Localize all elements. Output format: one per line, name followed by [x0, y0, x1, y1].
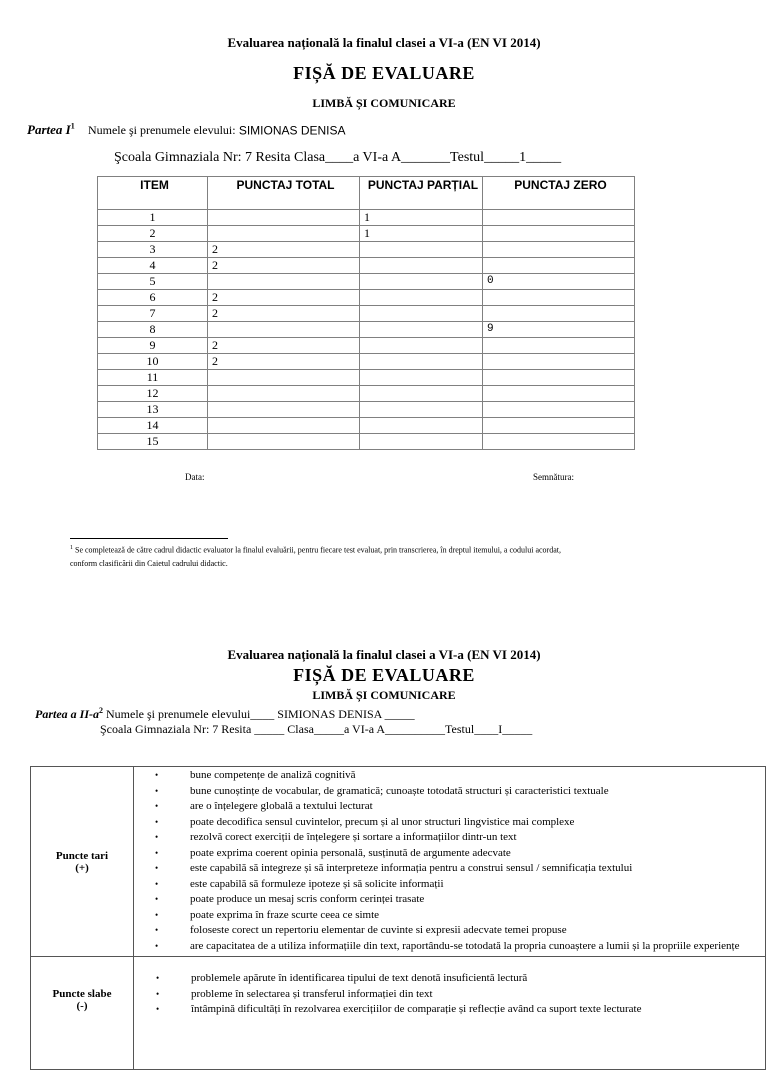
weaknesses-cell — [134, 957, 766, 1070]
cell-zero — [483, 306, 635, 322]
cell-zero — [483, 418, 635, 434]
table-row — [98, 354, 635, 370]
list-item-text: poate produce un mesaj scris conform cerinței trasate — [190, 893, 425, 905]
cell-partial — [360, 274, 483, 290]
cell-total: 2 — [208, 306, 360, 322]
cell-zero — [483, 210, 635, 226]
cell-total: 2 — [208, 354, 360, 370]
list-item — [134, 908, 765, 924]
cell-partial — [360, 418, 483, 434]
footnote-line1: Se completează de către cadrul didactic evaluator la finalul evaluării, pentru fiecare test evaluat, prin transcrierea, în dreptul itemului, a codului acordat, — [75, 545, 561, 555]
page1-title: FIȘĂ DE EVALUARE — [293, 63, 475, 83]
cell-zero — [483, 370, 635, 386]
cell-item: 11 — [98, 370, 208, 386]
list-item-text: poate exprima coerent opinia personală, susținută de argumente adecvate — [190, 846, 511, 859]
cell-total — [208, 226, 360, 242]
cell-partial: 1 — [360, 210, 483, 226]
list-item — [134, 830, 765, 846]
cell-total: 2 — [208, 242, 360, 258]
date-label: Data: — [185, 472, 205, 482]
table-row — [98, 306, 635, 322]
cell-zero — [483, 434, 635, 450]
bullet-icon: • — [156, 1004, 160, 1014]
page1-school-line: Şcoala Gimnaziala Nr: 7 Resita Clasa____a VI-a A_______Testul_____1_____ — [114, 150, 562, 165]
page1-subtitle: LIMBĂ ȘI COMUNICARE — [312, 96, 456, 110]
list-item-text: poate exprima în fraze scurte ceea ce simte — [190, 908, 380, 921]
cell-total — [208, 322, 360, 338]
list-item-text: bune competențe de analiză cognitivă — [190, 769, 356, 781]
cell-item: 6 — [98, 290, 208, 306]
cell-partial — [360, 434, 483, 450]
cell-partial — [360, 306, 483, 322]
bullet-icon: • — [155, 816, 159, 827]
list-item — [135, 987, 764, 1003]
list-item — [134, 815, 765, 831]
page1-part-label: Partea I — [27, 122, 71, 138]
list-item-text: foloseste corect un repertoriu elementar de cuvinte si expresii adecvate temei propuse — [190, 924, 567, 936]
page2-student-line: Numele şi prenumele elevului____ SIMIONAS DENISA _____ — [106, 707, 415, 721]
cell-total — [208, 418, 360, 434]
cell-partial — [360, 290, 483, 306]
list-item — [134, 784, 765, 800]
evaluation-table — [30, 766, 766, 1070]
header-partial: PUNCTAJ PARȚIAL — [360, 177, 483, 210]
list-item — [134, 923, 765, 939]
bullet-icon: • — [155, 801, 159, 811]
table-row — [98, 402, 635, 418]
cell-item: 13 — [98, 402, 208, 418]
strengths-label: Puncte tari — [55, 849, 109, 862]
cell-item: 8 — [98, 322, 208, 338]
list-item — [134, 846, 765, 862]
page2-subtitle: LIMBĂ ȘI COMUNICARE — [312, 688, 456, 702]
bullet-icon: • — [155, 909, 159, 920]
signature-label: Semnătura: — [533, 472, 574, 482]
cell-total: 2 — [208, 338, 360, 354]
cell-partial — [360, 322, 483, 338]
list-item — [134, 799, 765, 815]
list-item-text: este capabilă să formuleze ipoteze și să solicite informații — [190, 877, 444, 890]
bullet-icon: • — [155, 770, 159, 780]
cell-partial — [360, 402, 483, 418]
bullet-icon: • — [155, 940, 159, 951]
list-item — [134, 877, 765, 893]
list-item-text: bune cunoștințe de vocabular, de gramatică; cunoaște totodată structuri și caracteristici textuale — [190, 784, 609, 797]
table-row — [98, 258, 635, 274]
table-row — [98, 274, 635, 290]
cell-zero — [483, 226, 635, 242]
cell-partial — [360, 354, 483, 370]
footnote — [70, 542, 760, 570]
bullet-icon: • — [155, 785, 159, 796]
cell-partial — [360, 386, 483, 402]
list-item-text: este capabilă să integreze și să interpreteze informația pentru a construi sensul / semnificația textului — [190, 862, 633, 874]
page2-school-line: Şcoala Gimnaziala Nr: 7 Resita _____ Clasa_____a VI-a A__________Testul____I_____ — [100, 722, 533, 736]
cell-partial: 1 — [360, 226, 483, 242]
cell-item: 10 — [98, 354, 208, 370]
cell-item: 3 — [98, 242, 208, 258]
bullet-icon: • — [155, 847, 159, 858]
table-row — [98, 226, 635, 242]
page1-student-name: SIMIONAS DENISA — [238, 123, 346, 138]
table-row — [98, 370, 635, 386]
score-table — [97, 176, 635, 450]
cell-zero — [483, 386, 635, 402]
cell-item: 1 — [98, 210, 208, 226]
page1-part-line — [27, 122, 346, 138]
footnote-sup: 1 — [70, 545, 73, 551]
page1-part-sup: 1 — [70, 122, 75, 131]
list-item — [134, 892, 765, 908]
page2-header: Evaluarea națională la finalul clasei a VI-a (EN VI 2014) — [227, 647, 541, 662]
list-item — [134, 939, 765, 955]
page2-part-sup: 2 — [99, 706, 103, 715]
table-row — [98, 386, 635, 402]
cell-total: 2 — [208, 290, 360, 306]
bullet-icon: • — [156, 973, 160, 983]
list-item — [135, 971, 764, 987]
cell-zero — [483, 338, 635, 354]
cell-zero: 0 — [483, 274, 635, 290]
cell-zero: 9 — [483, 322, 635, 338]
cell-zero — [483, 290, 635, 306]
cell-zero — [483, 402, 635, 418]
table-row — [98, 322, 635, 338]
cell-total — [208, 386, 360, 402]
cell-total — [208, 402, 360, 418]
header-zero: PUNCTAJ ZERO — [483, 177, 635, 210]
table-row — [98, 434, 635, 450]
page2-part-label: Partea a II-a — [35, 707, 99, 721]
bullet-icon: • — [156, 988, 160, 999]
score-table-header — [98, 177, 635, 210]
header-item: ITEM — [98, 177, 208, 210]
table-row — [98, 242, 635, 258]
bullet-icon: • — [155, 878, 159, 889]
cell-partial — [360, 258, 483, 274]
table-row — [98, 290, 635, 306]
list-item-text: întâmpină dificultăți în rezolvarea exercițiilor de comparație și reflecție având ca suport texte lecturate — [191, 1003, 642, 1015]
weaknesses-list — [135, 971, 764, 1018]
strengths-row — [31, 767, 766, 957]
page1-student-label: Numele şi prenumele elevului: — [87, 123, 236, 138]
strengths-label-cell — [31, 767, 134, 957]
cell-partial — [360, 370, 483, 386]
list-item — [134, 861, 765, 877]
list-item-text: rezolvă corect exerciții de înțelegere și sortare a informațiilor dintr-un text — [190, 831, 517, 843]
cell-item: 2 — [98, 226, 208, 242]
cell-total — [208, 434, 360, 450]
cell-item: 12 — [98, 386, 208, 402]
weaknesses-sign: (-) — [76, 1000, 88, 1012]
cell-partial — [360, 242, 483, 258]
bullet-icon: • — [155, 894, 159, 904]
cell-item: 5 — [98, 274, 208, 290]
list-item — [134, 768, 765, 784]
table-row — [98, 338, 635, 354]
list-item-text: poate decodifica sensul cuvintelor, precum și al unor structuri lingvistice mai complexe — [190, 815, 575, 828]
cell-zero — [483, 258, 635, 274]
cell-total — [208, 274, 360, 290]
cell-item: 15 — [98, 434, 208, 450]
bullet-icon: • — [155, 925, 159, 935]
cell-item: 9 — [98, 338, 208, 354]
cell-zero — [483, 242, 635, 258]
page2-part-line — [35, 706, 415, 722]
table-row — [98, 210, 635, 226]
strengths-list — [134, 768, 765, 954]
page2-title: FIȘĂ DE EVALUARE — [293, 665, 475, 685]
weaknesses-label-cell — [31, 957, 134, 1070]
header-total: PUNCTAJ TOTAL — [208, 177, 360, 210]
cell-total: 2 — [208, 258, 360, 274]
footnote-line2: conform clasificării din Caietul cadrului didactic. — [70, 558, 228, 568]
cell-total — [208, 210, 360, 226]
cell-item: 14 — [98, 418, 208, 434]
cell-total — [208, 370, 360, 386]
list-item-text: problemele apărute în identificarea tipului de text denotă insuficientă lectură — [191, 972, 528, 984]
weaknesses-row — [31, 957, 766, 1070]
bullet-icon: • — [155, 863, 159, 873]
cell-item: 7 — [98, 306, 208, 322]
list-item — [135, 1002, 764, 1018]
strengths-cell — [134, 767, 766, 957]
strengths-sign: (+) — [75, 861, 89, 874]
list-item-text: are capacitatea de a utiliza informațiile din text, raportându-se totodată la propria cunoaștere a lumii și la propriile experiențe — [190, 939, 740, 952]
page1-header: Evaluarea națională la finalul clasei a VI-a (EN VI 2014) — [227, 35, 541, 50]
bullet-icon: • — [155, 832, 159, 842]
weaknesses-label: Puncte slabe — [52, 988, 112, 1000]
list-item-text: are o înțelegere globală a textului lecturat — [190, 800, 373, 812]
cell-item: 4 — [98, 258, 208, 274]
list-item-text: probleme în selectarea și transferul informației din text — [191, 987, 433, 1000]
cell-zero — [483, 354, 635, 370]
cell-partial — [360, 338, 483, 354]
table-row — [98, 418, 635, 434]
footnote-divider — [70, 538, 228, 539]
